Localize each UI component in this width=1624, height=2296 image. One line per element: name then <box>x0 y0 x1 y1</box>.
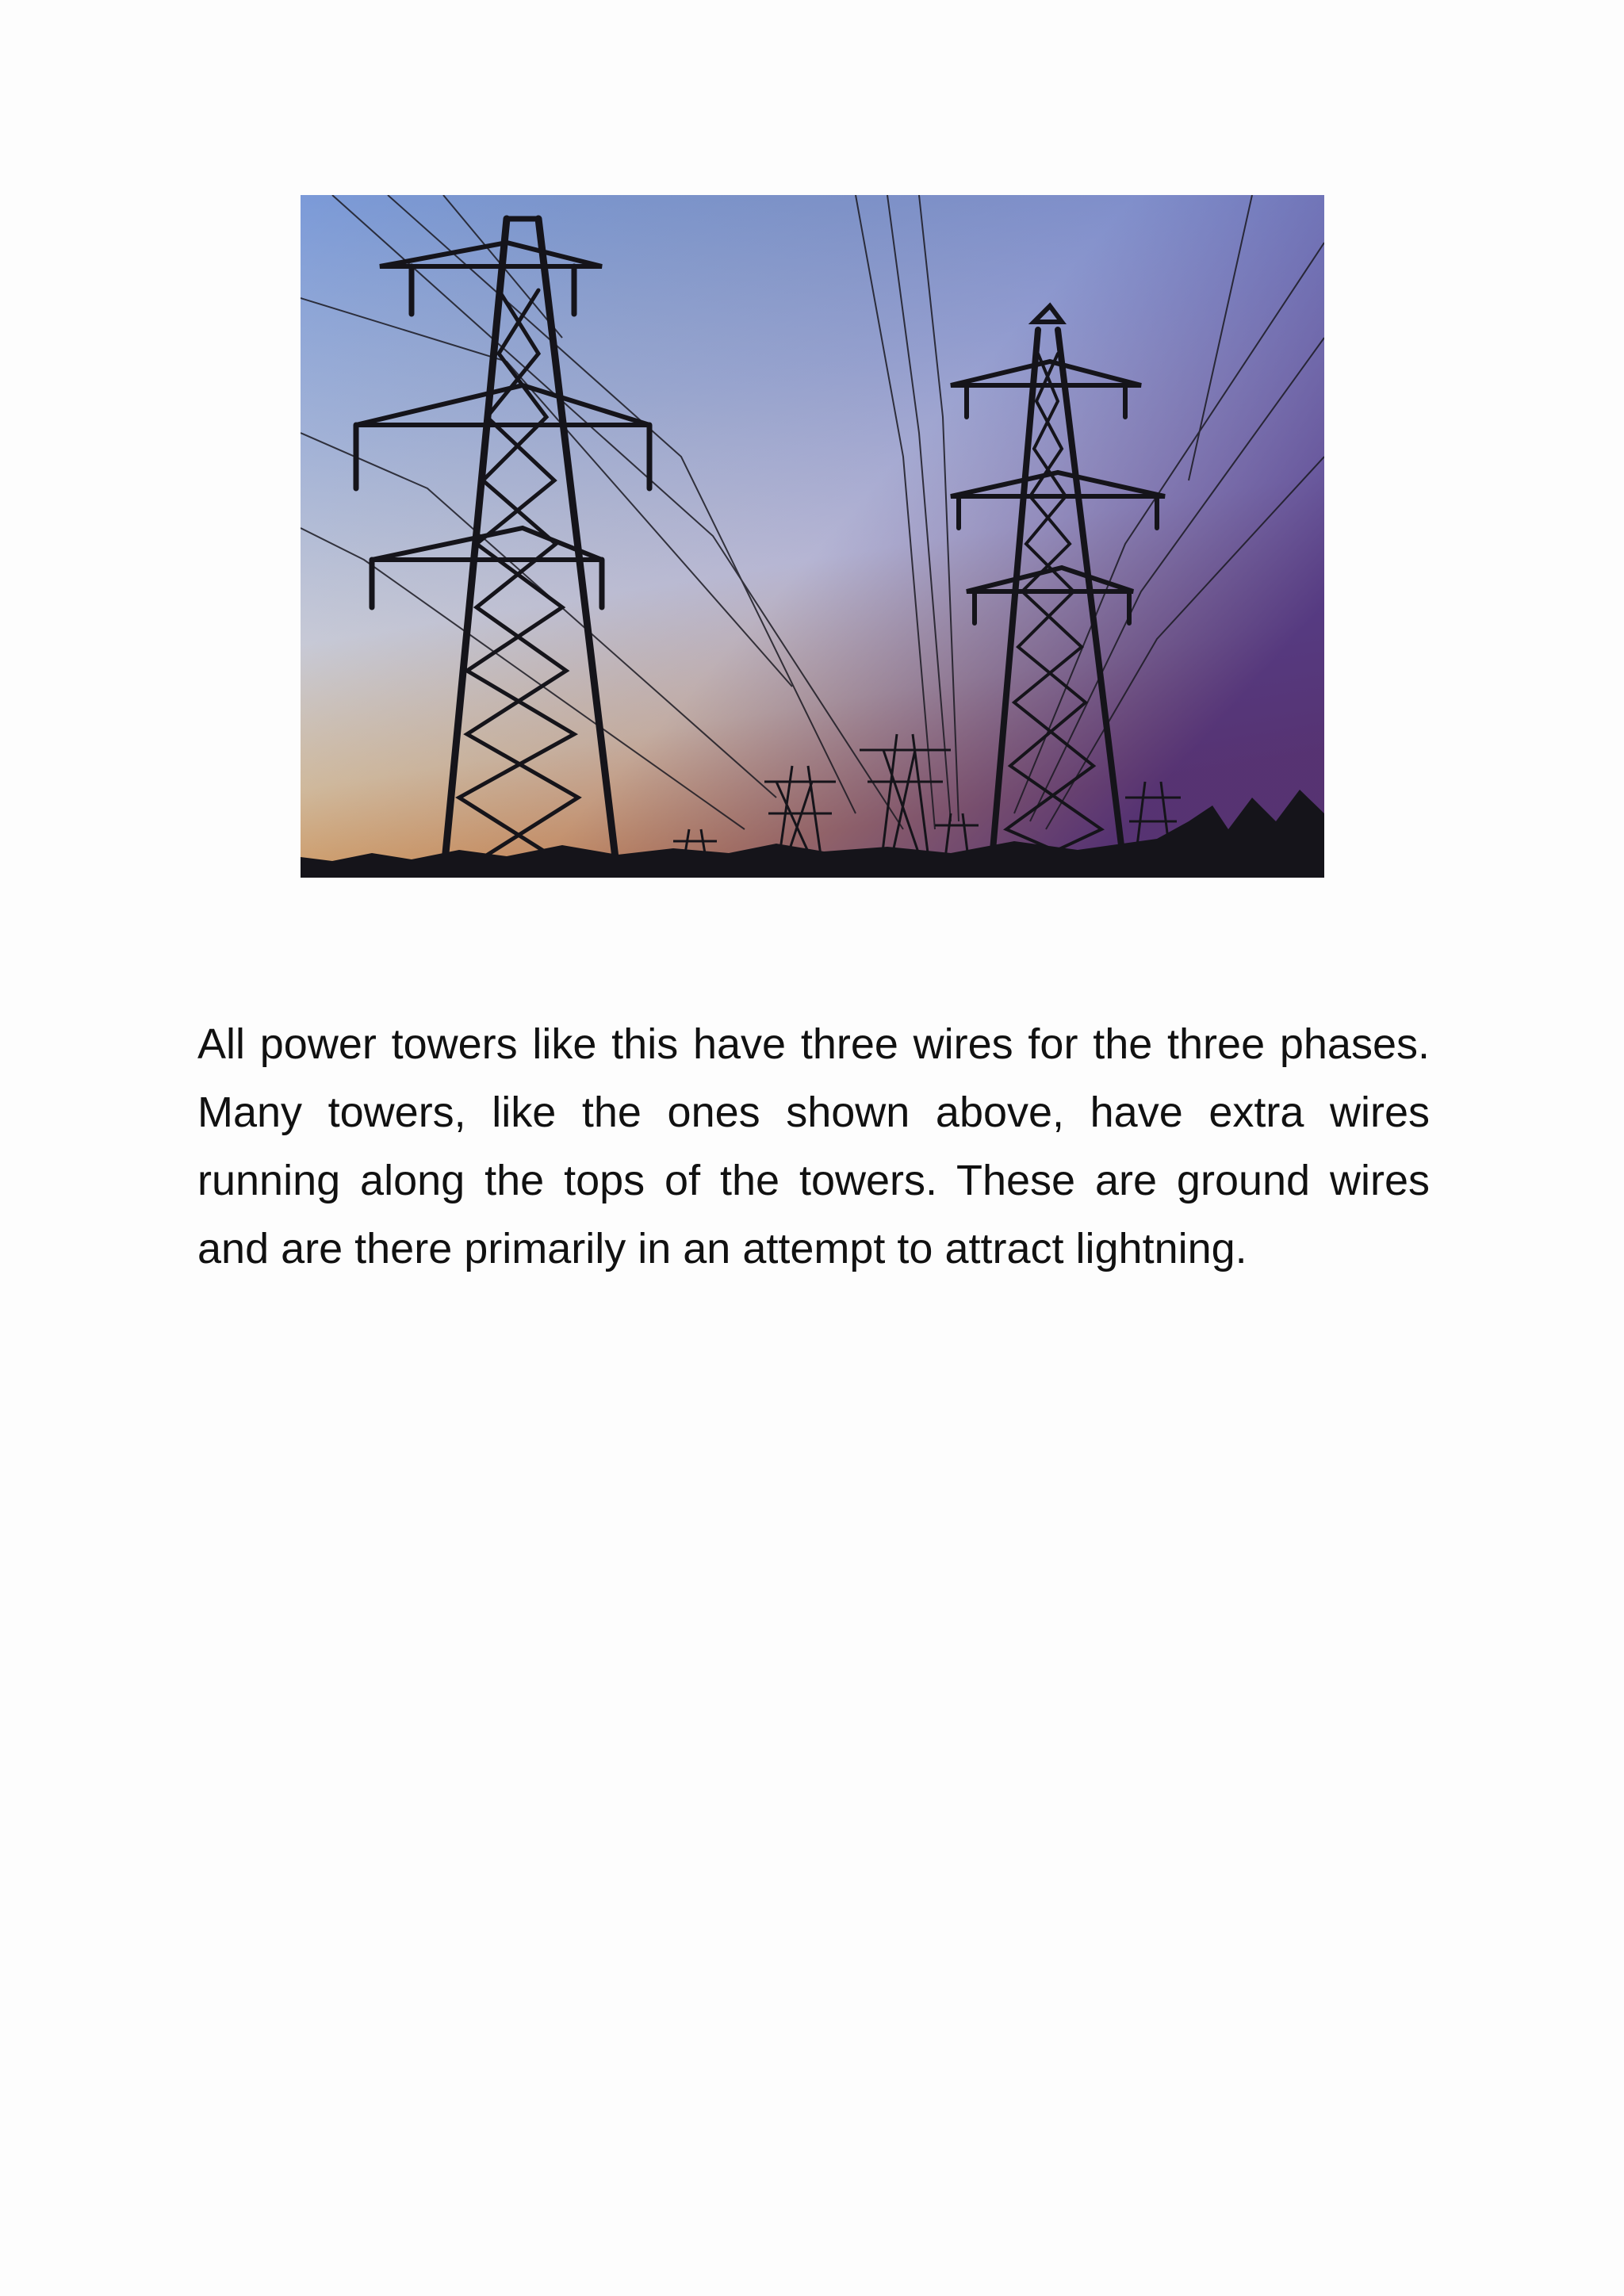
power-towers-photo <box>301 195 1324 878</box>
power-towers-illustration <box>301 195 1324 878</box>
body-paragraph: All power towers like this have three wires for the three phases. Many towers, like the ones shown above, have extra wires running along the tops of the towers. These are ground wires and are there primarily in an attempt to attract lightning. <box>197 1020 1430 1272</box>
